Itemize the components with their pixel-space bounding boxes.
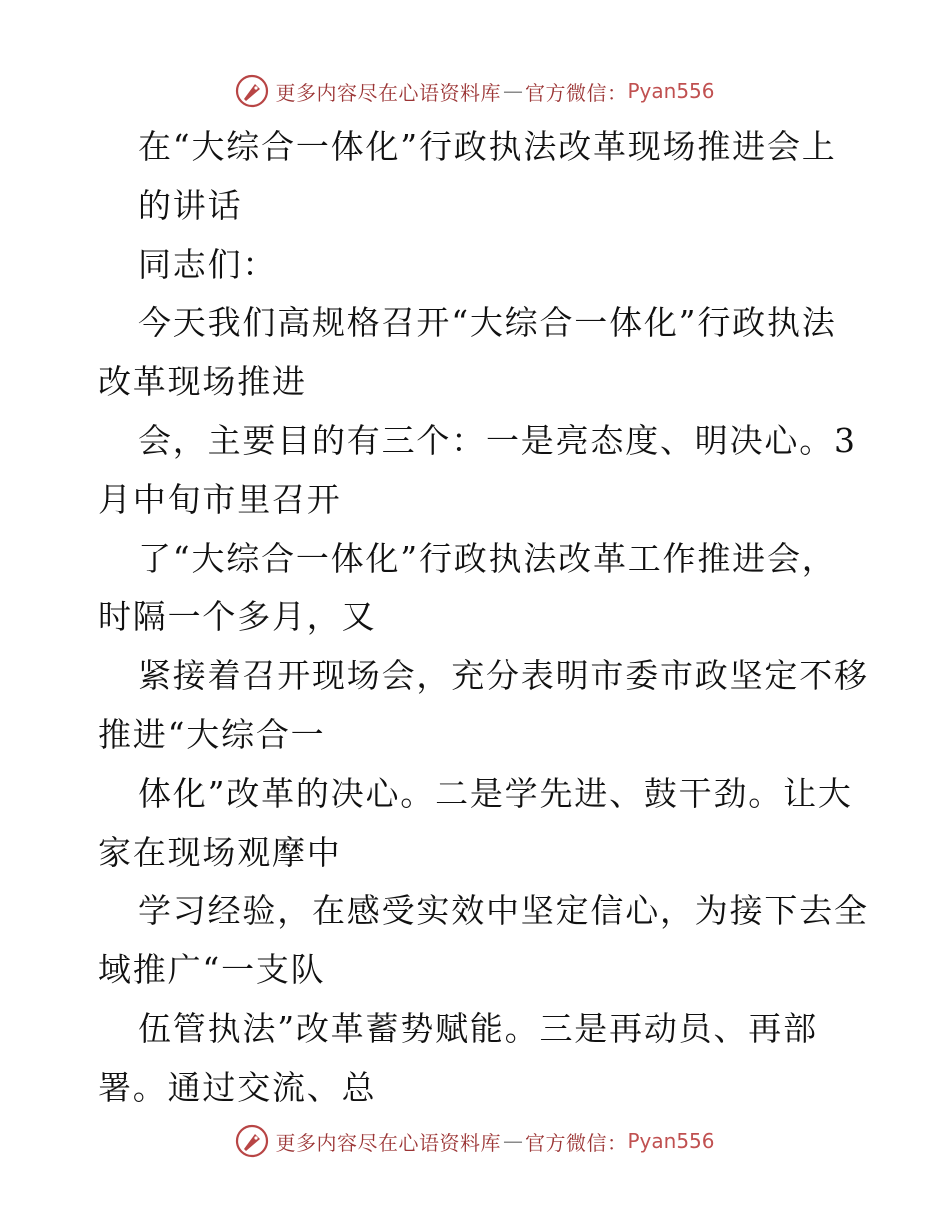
- paragraph-line: 伍管执法”改革蓄势赋能。三是再动员、再部: [138, 1008, 818, 1048]
- paragraph-line: 月中旬市里召开: [98, 479, 342, 519]
- paragraph-line: 紧接着召开现场会，充分表明市委市政坚定不移: [138, 656, 869, 696]
- watermark-text: 更多内容尽在心语资料库: [275, 80, 501, 105]
- paragraph-line: 推进“大综合一: [98, 714, 326, 754]
- title-line-1: 在“大综合一体化”行政执法改革现场推进会上: [138, 127, 837, 166]
- paragraph-line: 会，主要目的有三个：一是亮态度、明决心。3: [138, 420, 857, 460]
- paragraph-line: 了“大综合一体化”行政执法改革工作推进会，: [138, 538, 837, 578]
- paragraph-line: 学习经验，在感受实效中坚定信心，为接下去全: [138, 891, 869, 931]
- paragraph-line: 家在现场观摩中: [98, 832, 342, 872]
- document-body: [98, 118, 869, 1118]
- paragraph-line: 今天我们高规格召开“大综合一体化”行政执法: [138, 303, 837, 343]
- pen-nib-logo-icon: [235, 1124, 269, 1158]
- paragraph-line: 署。通过交流、总: [98, 1067, 377, 1107]
- footer-watermark: [0, 1124, 950, 1158]
- watermark-text: 更多内容尽在心语资料库: [275, 1130, 501, 1155]
- title-line-2: 的讲话: [138, 185, 243, 225]
- watermark-wechat-label: 官方微信：: [524, 1130, 628, 1155]
- watermark-dash: —: [502, 79, 523, 103]
- watermark-wechat-id: Pyan556: [627, 1129, 715, 1153]
- salutation: 同志们：: [138, 244, 278, 284]
- paragraph-line: 改革现场推进: [98, 362, 307, 402]
- paragraph-line: 时隔一个多月，又: [98, 597, 377, 637]
- watermark-wechat-label: 官方微信：: [524, 80, 628, 105]
- paragraph-line: 体化”改革的决心。二是学先进、鼓干劲。让大: [138, 773, 853, 813]
- watermark-wechat-id: Pyan556: [627, 79, 715, 103]
- header-watermark: [0, 74, 950, 108]
- pen-nib-logo-icon: [235, 74, 269, 108]
- paragraph-line: 域推广“一支队: [98, 950, 326, 990]
- watermark-dash: —: [502, 1129, 523, 1153]
